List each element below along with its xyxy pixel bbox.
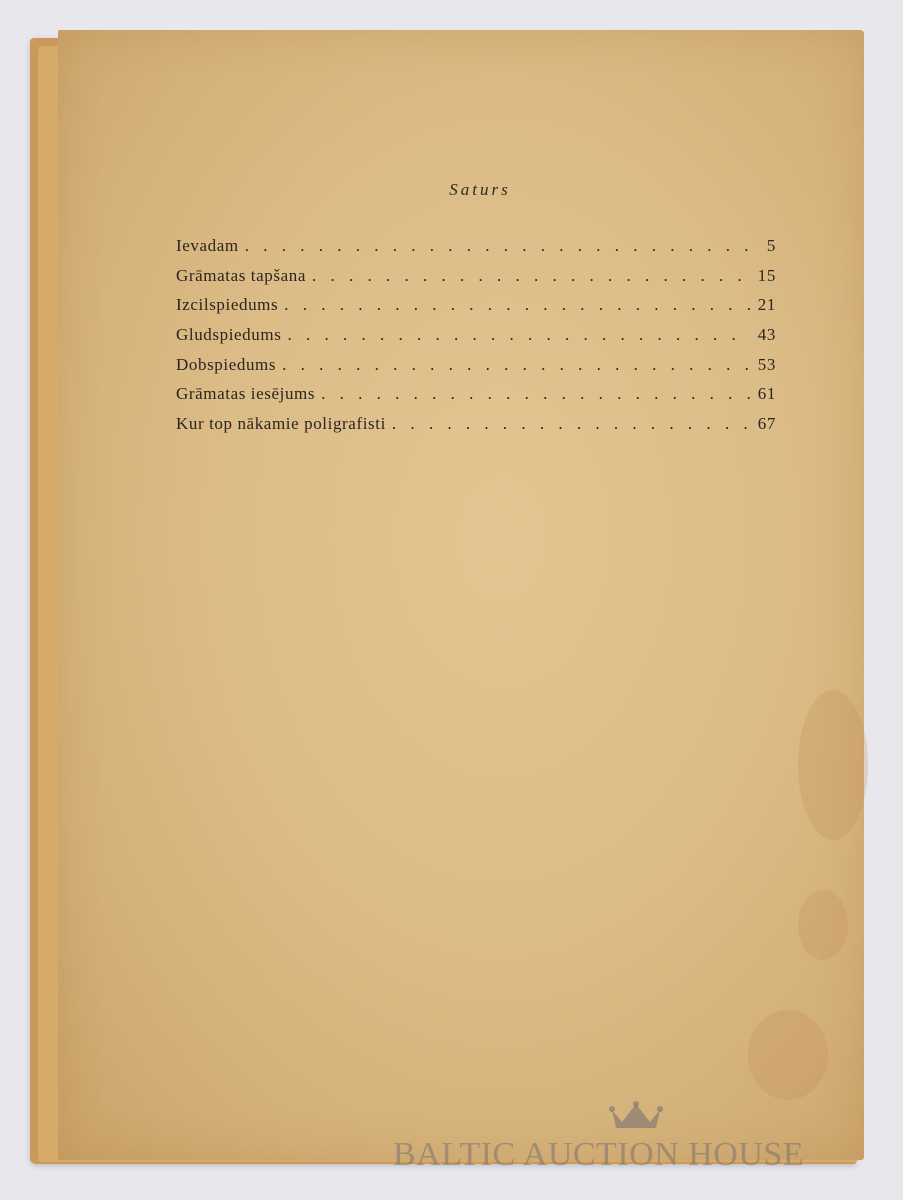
toc-entry <box>176 384 776 414</box>
stain <box>798 890 848 960</box>
watermark: BALTIC AUCTION HOUSE <box>393 1136 805 1173</box>
toc-entry <box>176 325 776 355</box>
toc-entry-label: Kur top nākamie poligrafisti <box>176 414 386 434</box>
toc-entry <box>176 266 776 296</box>
toc-entry <box>176 414 776 444</box>
toc-entry-label: Ievadam <box>176 236 239 255</box>
table-of-contents <box>176 236 776 444</box>
toc-entry-page: 61 <box>757 384 776 404</box>
stain <box>798 690 868 840</box>
toc-entry-page: 53 <box>757 354 776 374</box>
toc-entry-label: Izcilspiedums <box>176 295 279 315</box>
toc-entry-page: 15 <box>757 265 776 285</box>
dot-leader <box>284 295 750 315</box>
toc-entry-label: Grāmatas iesējums <box>176 384 316 404</box>
toc-entry <box>176 295 776 325</box>
dot-leader <box>245 236 750 256</box>
stain <box>748 1010 828 1100</box>
dot-leader <box>321 384 750 404</box>
crown-icon <box>608 1100 664 1132</box>
toc-entry-page: 43 <box>757 325 776 345</box>
toc-entry-label: Gludspiedums <box>176 325 282 345</box>
toc-entry-page: 21 <box>757 295 776 315</box>
toc-entry-page: 5 <box>766 236 776 255</box>
dot-leader <box>287 325 750 345</box>
dot-leader <box>392 414 750 434</box>
toc-entry-label: Grāmatas tapšana <box>176 265 306 285</box>
dot-leader <box>282 355 750 375</box>
toc-entry <box>176 236 776 266</box>
toc-entry-label: Dobspiedums <box>176 354 277 374</box>
toc-entry <box>176 355 776 385</box>
toc-entry-page: 67 <box>757 414 776 434</box>
toc-title: Saturs <box>449 180 511 199</box>
dot-leader <box>312 266 750 286</box>
